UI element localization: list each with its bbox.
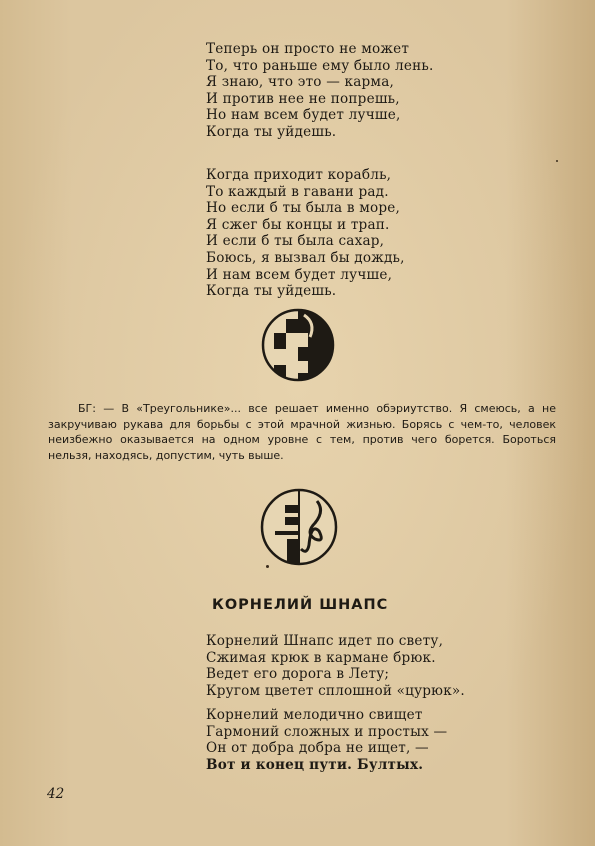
treble-clef-emblem-icon xyxy=(259,487,339,567)
verse-line: Ведет его дорога в Лету; xyxy=(206,666,390,683)
verse-line: Когда приходит корабль, xyxy=(206,167,392,183)
verse-line: Корнелий мелодично свищет xyxy=(206,707,423,723)
verse-line: И если б ты была сахар, xyxy=(206,233,385,250)
verse-line: Я сжег бы концы и трап. xyxy=(206,216,390,233)
verse-line: То каждый в гавани рад. xyxy=(206,183,389,200)
verse-line: Сжимая крюк в кармане брюк. xyxy=(206,649,436,666)
verse-line: Теперь он просто не может xyxy=(206,41,410,57)
ink-speck xyxy=(266,565,269,568)
verse-line: Кругом цветет сплошной «цурюк». xyxy=(206,682,465,699)
verse-line: Но нам всем будет лучше, xyxy=(206,107,401,124)
verse-stanza-3 xyxy=(206,633,465,699)
page-number: 42 xyxy=(47,786,65,802)
verse-line: Боюсь, я вызвал бы дождь, xyxy=(206,249,405,266)
verse-line: И нам всем будет лучше, xyxy=(206,266,393,283)
interview-quote: БГ: — В «Треугольнике»... все решает именно обэриутство. Я смеюсь, а не закручиваю рукава для борьбы с этой мрачной жизнью. Борясь с чем-то, человек неизбежно оказывается на одном уровне с тем, против чего борется. Бороться нельзя, находясь, допустим, чуть выше. xyxy=(48,402,556,462)
verse-stanza-2 xyxy=(206,167,405,300)
verse-line: То, что раньше ему было лень. xyxy=(206,57,434,74)
circle-emblem-icon xyxy=(260,307,336,383)
verse-line: Вот и конец пути. Бултых. xyxy=(206,756,424,773)
verse-stanza-4 xyxy=(206,707,447,773)
verse-line: Корнелий Шнапс идет по свету, xyxy=(206,633,444,649)
verse-line: И против нее не попрешь, xyxy=(206,90,400,107)
song-title: КОРНЕЛИЙ ШНАПС xyxy=(212,597,389,613)
verse-line: Когда ты уйдешь. xyxy=(206,283,337,300)
verse-line: Когда ты уйдешь. xyxy=(206,123,337,140)
ink-speck xyxy=(556,160,558,162)
verse-line: Я знаю, что это — карма, xyxy=(206,74,395,91)
verse-stanza-1 xyxy=(206,41,434,141)
verse-line: Гармоний сложных и простых — xyxy=(206,723,448,740)
verse-line: Он от добра добра не ищет, — xyxy=(206,740,429,757)
verse-line: Но если б ты была в море, xyxy=(206,200,401,217)
